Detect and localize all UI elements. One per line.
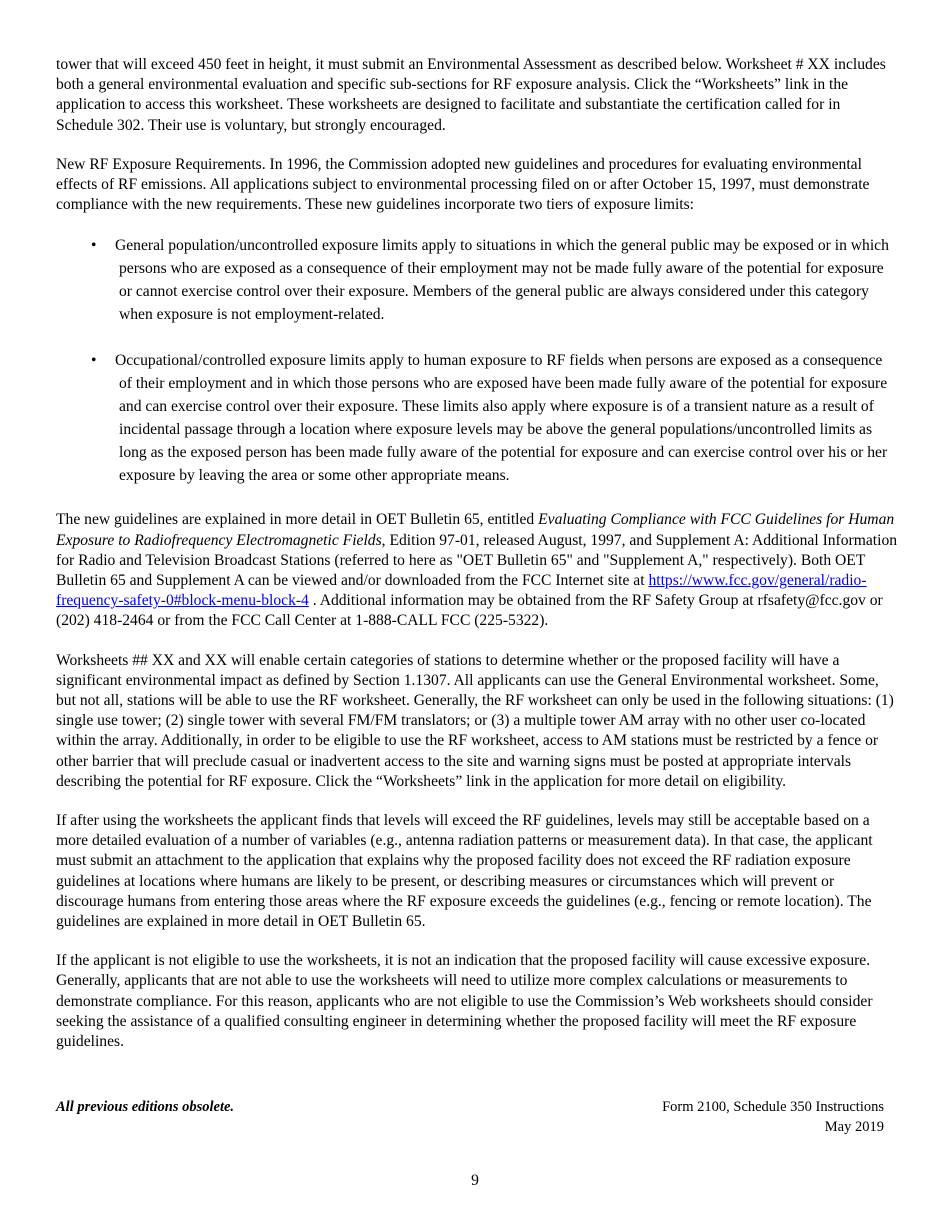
list-item-text: General population/uncontrolled exposure limits apply to situations in which the general public may be exposed or in which persons who are exposed as a consequence of their employment may not be made fully aware of the potential for exposure or cannot exercise control over their exposure. Members of the general public are always considered under this category when exposure is not employment-related. [115,237,889,324]
list-item [56,234,898,326]
exposure-tiers-list [56,234,898,487]
bulletin-title: Evaluating Compliance with FCC Guidelines for Human Exposure to Radiofrequency Electromagnetic Fields [56,511,895,549]
paragraph-text: , Edition 97-01, released August, 1997, and Supplement A: Additional Information for Radio and Television Broadcast Stations (referred to here as "OET Bulletin 65" and "Supplement A," respectively). Both OET Bulletin 65 and Supplement A can be viewed and/or downloaded from the FCC Internet site at [56,531,898,590]
paragraph-text: . Additional information may be obtained from the RF Safety Group at rfsafety@fcc.gov or (202) 418-2464 or from the FCC Call Center at 1-888-CALL FCC (225-5322). [56,592,883,630]
list-item [56,349,898,487]
fcc-rf-safety-link[interactable]: https://www.fcc.gov/general/radio-frequency-safety-0#block-menu-block-4 [56,572,867,610]
page-number: 9 [471,1172,479,1189]
bullet-icon: • [91,237,97,255]
bullet-icon: • [91,352,97,370]
form-date: May 2019 [824,1119,884,1135]
paragraph-worksheet-intro: tower that will exceed 450 feet in height, it must submit an Environmental Assessment as described below. Worksheet # XX includes both a general environmental evaluation and specific sub-sections for RF exposure analysis. Click the “Worksheets” link in the application to access this worksheet. These worksheets are designed to facilitate and substantiate the certification called for in Schedule 302. Their use is voluntary, but strongly encouraged. [56,56,886,134]
paragraph-rf-requirements: New RF Exposure Requirements. In 1996, the Commission adopted new guidelines and procedures for evaluating environmental effects of RF emissions. All applications subject to environmental processing filed on or after October 15, 1997, must demonstrate compliance with the new requirements. These new guidelines incorporate two tiers of exposure limits: [56,155,870,214]
paragraph-oet-bulletin [56,510,898,631]
paragraph-not-eligible: If the applicant is not eligible to use the worksheets, it is not an indication that the proposed facility will cause excessive exposure. Generally, applicants that are not able to use the worksheets will need to utilize more complex calculations or measurements to demonstrate compliance. For this reason, applicants who are not eligible to use the Commission’s Web worksheets should consider seeking the assistance of a qualified consulting engineer in determining whether the proposed facility will meet the RF exposure guidelines. [56,952,873,1051]
document-body [56,55,898,1052]
form-identifier [662,1097,884,1137]
paragraph-worksheets-eligibility: Worksheets ## XX and XX will enable certain categories of stations to determine whether or the proposed facility will have a significant environmental impact as defined by Section 1.1307. All applicants can use the General Environmental worksheet. Some, but not all, stations will be able to use the RF worksheet. Generally, the RF worksheet can only be used in the following situations: (1) single use tower; (2) single tower with several FM/FM translators; or (3) a multiple tower AM array with no other user co-located within the array. Additionally, in order to be eligible to use the RF worksheet, access to AM stations must be restricted by a fence or other barrier that will preclude casual or inadvertent access to the site and warning signs must be posted at appropriate intervals describing the potential for RF exposure. Click the “Worksheets” link in the application for more detail on eligibility. [56,651,894,790]
editions-notice: All previous editions obsolete. [56,1099,235,1115]
form-name: Form 2100, Schedule 350 Instructions [662,1099,884,1115]
paragraph-exceed-guidelines: If after using the worksheets the applicant finds that levels will exceed the RF guidelines, levels may still be acceptable based on a more detailed evaluation of a number of variables (e.g., antenna radiation patterns or measurement data). In that case, the applicant must submit an attachment to the application that explains why the proposed facility does not exceed the RF radiation exposure guidelines at locations where humans are likely to be present, or describing measures or circumstances which will prevent or discourage humans from entering those areas where the RF exposure exceeds the guidelines (e.g., fencing or remote location). The guidelines are explained in more detail in OET Bulletin 65. [56,812,873,931]
list-item-text: Occupational/controlled exposure limits apply to human exposure to RF fields when persons are exposed as a consequence of their employment and in which those persons who are exposed have been made fully aware of the potential for exposure and can exercise control over their exposure. These limits also apply where exposure is of a transient nature as a result of incidental passage through a location where exposure levels may be above the general populations/uncontrolled limits as long as the exposed person has been made fully aware of the potential for exposure and can exercise control over his or her exposure by leaving the area or some other appropriate means. [115,352,888,485]
paragraph-text: The new guidelines are explained in more detail in OET Bulletin 65, entitled [56,511,539,529]
